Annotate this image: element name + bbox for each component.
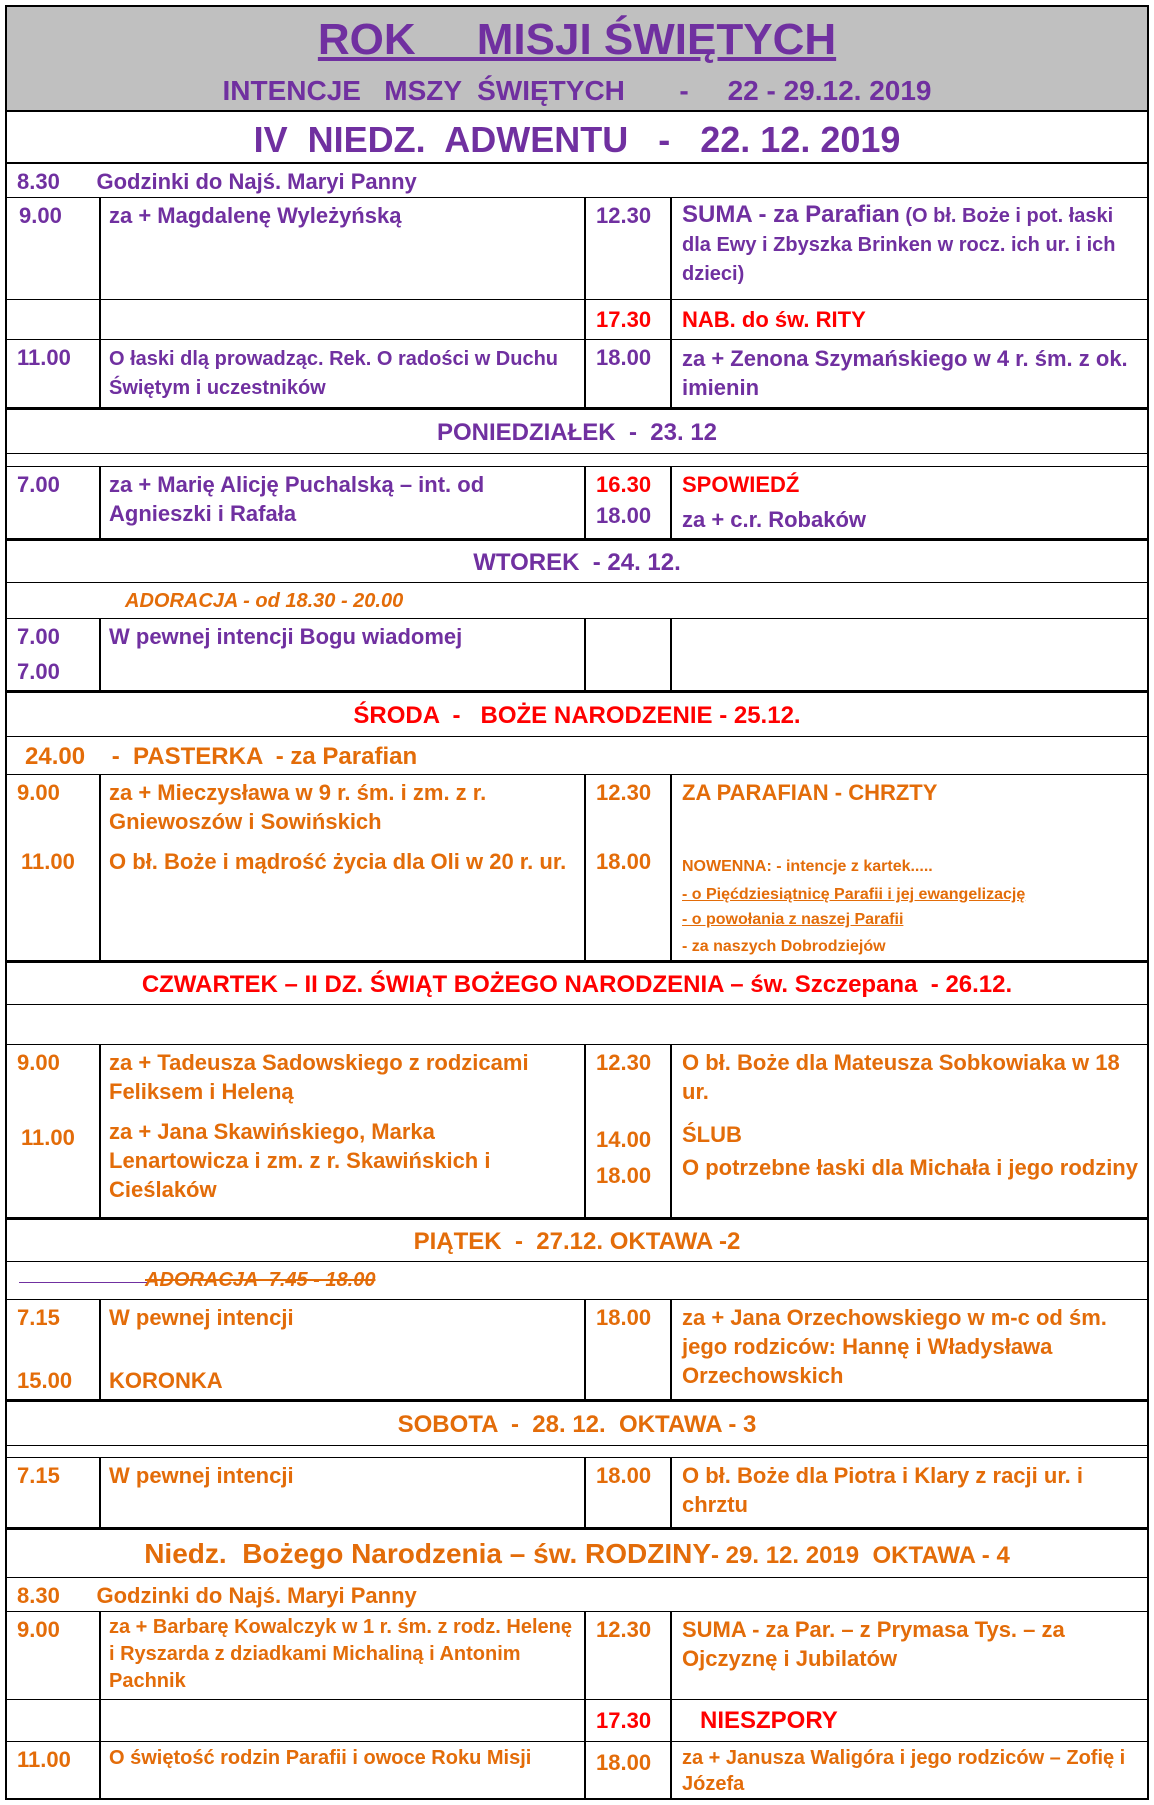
mass-row: [7, 340, 1147, 410]
mass-time: 18.00: [596, 1163, 652, 1188]
adoracja-text: ADORACJA - od 18.30 - 20.00: [125, 590, 404, 612]
mass-intention: za + Marię Alicję Puchalską – int. od Agnieszki i Rafała: [109, 472, 485, 526]
day-heading-saturday: [7, 1402, 1147, 1446]
mass-intention: za + Zenona Szymańskiego w 4 r. śm. z ok. imienin: [682, 346, 1128, 400]
mass-time: 18.00: [596, 1463, 652, 1488]
godzinki-row: [7, 164, 1147, 198]
nowenna-line: - o powołania z naszej Parafii: [682, 911, 904, 928]
godzinki-row: [7, 1578, 1147, 1612]
mass-intention: ŚLUB: [682, 1122, 742, 1147]
mass-time: 9.00: [19, 203, 62, 228]
mass-time: 12.30: [596, 780, 652, 805]
mass-row: [7, 1612, 1147, 1700]
mass-time: 18.00: [596, 849, 652, 874]
mass-time: 11.00: [17, 345, 71, 370]
mass-intention: O potrzebne łaski dla Michała i jego rodziny: [682, 1155, 1138, 1180]
mass-intention: za + Mieczysława w 9 r. śm. i zm. z r. Gniewoszów i Sowińskich: [109, 780, 487, 834]
pasterka-text: 24.00 - PASTERKA - za Parafian: [25, 743, 418, 770]
day-title-date: - 29. 12. 2019 OKTAWA - 4: [711, 1542, 1010, 1569]
mass-row: [7, 1045, 1147, 1220]
mass-time: 7.00: [17, 472, 60, 497]
mass-time: 17.30: [596, 307, 652, 332]
suma-detail: (O bł. Boże i pot. łaski dla Ewy i Zbyszka Brinken w rocz. ich ur. i ich dzieci): [682, 205, 1116, 285]
mass-time: 11.00: [21, 849, 75, 874]
mass-time: 9.00: [17, 1617, 60, 1642]
mass-time: 7.00: [17, 624, 60, 649]
mass-intention: za + Tadeusza Sadowskiego z rodzicami Feliksem i Heleną: [109, 1050, 529, 1104]
godzinki-text: 8.30 Godzinki do Najś. Maryi Panny: [17, 1583, 417, 1608]
mass-intention: KORONKA: [109, 1368, 223, 1393]
mass-row: [7, 300, 1147, 340]
nowenna-line: - za naszych Dobrodziejów: [682, 938, 886, 955]
mass-intention: za + Barbarę Kowalczyk w 1 r. śm. z rodz. Helenę i Ryszarda z dziadkami Michaliną i Antonim Pachnik: [109, 1616, 572, 1692]
mass-row: [7, 775, 1147, 963]
godzinki-text: 8.30 Godzinki do Najś. Maryi Panny: [17, 169, 417, 194]
day-heading-tuesday: [7, 541, 1147, 583]
mass-intention: O łaski dlą prowadząc. Rek. O radości w Duchu Świętym i uczestników: [109, 348, 559, 399]
mass-time: 9.00: [17, 780, 60, 805]
day-title: ŚRODA - BOŻE NARODZENIE - 25.12.: [353, 702, 801, 729]
spacer-row: [7, 1005, 1147, 1045]
mass-intention: NIESZPORY: [700, 1707, 838, 1734]
mass-intention: za + Jana Skawińskiego, Marka Lenartowicza i zm. z r. Skawińskich i Cieślaków: [109, 1119, 491, 1202]
mass-time: 12.30: [596, 1617, 652, 1642]
mass-intention: za + Janusza Waligóra i jego rodziców – Zofię i Józefa: [682, 1747, 1126, 1795]
day-title: [7, 1538, 1147, 1570]
page-subtitle: INTENCJE MSZY ŚWIĘTYCH - 22 - 29.12. 2019: [222, 75, 932, 106]
mass-row: [7, 467, 1147, 541]
day-heading-sunday2: [7, 1530, 1147, 1578]
adoracja-row: [7, 583, 1147, 619]
nowenna-line: NOWENNA: - intencje z kartek.....: [682, 858, 933, 875]
mass-time: 16.30: [596, 472, 652, 497]
day-heading-wednesday: [7, 693, 1147, 737]
day-title: PONIEDZIAŁEK - 23. 12: [436, 419, 718, 446]
mass-time: 11.00: [17, 1747, 71, 1772]
mass-intention: ZA PARAFIAN - CHRZTY: [682, 780, 938, 805]
mass-row: [7, 1700, 1147, 1742]
suma-label: SUMA - za Parafian: [682, 201, 900, 228]
day-heading-thursday: [7, 963, 1147, 1005]
nowenna-line: - o Pięćdziesiątnicę Parafii i jej ewangelizację: [682, 886, 1026, 903]
day-title-main: Niedz. Bożego Narodzenia – św. RODZINY: [144, 1538, 712, 1569]
day-heading-friday: [7, 1220, 1147, 1262]
day-heading-monday: [7, 410, 1147, 454]
strike-line: [19, 1282, 147, 1283]
mass-intention: W pewnej intencji: [109, 1305, 294, 1330]
spacer-row: [7, 1446, 1147, 1458]
day-title: SOBOTA - 28. 12. OKTAWA - 3: [397, 1411, 757, 1438]
header: [7, 7, 1147, 112]
adoracja-row: [7, 1262, 1147, 1300]
adoracja-text: ADORACJA 7.45 - 18.00: [145, 1269, 376, 1291]
mass-intention: O bł. Boże dla Mateusza Sobkowiaka w 18 ur.: [682, 1050, 1120, 1104]
page-title: ROK MISJI ŚWIĘTYCH: [317, 15, 837, 64]
day-title: PIĄTEK - 27.12. OKTAWA -2: [413, 1228, 741, 1255]
mass-intention: za + Magdalenę Wyleżyńską: [109, 203, 402, 228]
day-heading-sunday1: [7, 112, 1147, 164]
mass-intention: NAB. do św. RITY: [682, 307, 866, 332]
mass-intention: SUMA - za Par. – z Prymasa Tys. – za Ojczyznę i Jubilatów: [682, 1617, 1065, 1671]
day-title: WTOREK - 24. 12.: [473, 549, 681, 576]
mass-time: 11.00: [21, 1125, 75, 1150]
mass-row: [7, 198, 1147, 300]
mass-intention: za + c.r. Robaków: [682, 507, 867, 532]
mass-intention: O świętość rodzin Parafii i owoce Roku Misji: [109, 1747, 532, 1769]
day-title: IV NIEDZ. ADWENTU - 22. 12. 2019: [253, 119, 901, 160]
mass-time: 12.30: [596, 203, 652, 228]
mass-time: 7.15: [17, 1463, 60, 1488]
mass-intention: za + Jana Orzechowskiego w m-c od śm. jego rodziców: Hannę i Władysława Orzechowskich: [682, 1305, 1107, 1388]
day-title: CZWARTEK – II DZ. ŚWIĄT BOŻEGO NARODZENIA – św. Szczepana - 26.12.: [141, 971, 1013, 998]
mass-intention: O bł. Boże i mądrość życia dla Oli w 20 r. ur.: [109, 849, 567, 874]
mass-intention: O bł. Boże dla Piotra i Klary z racji ur. i chrztu: [682, 1463, 1084, 1517]
mass-time: 14.00: [596, 1127, 652, 1152]
mass-time: 18.00: [596, 345, 652, 370]
pasterka-row: [7, 737, 1147, 775]
mass-intention: W pewnej intencji: [109, 1463, 294, 1488]
mass-intention: W pewnej intencji Bogu wiadomej: [109, 624, 463, 649]
mass-row: [7, 1742, 1147, 1800]
mass-row: [7, 1300, 1147, 1402]
mass-row: [7, 619, 1147, 693]
mass-time: 9.00: [17, 1050, 60, 1075]
mass-intention: SPOWIEDŹ: [682, 472, 800, 497]
mass-time: 17.30: [596, 1708, 652, 1733]
mass-time: 7.15: [17, 1305, 60, 1330]
mass-time: 18.00: [596, 503, 652, 528]
mass-time: 7.00: [17, 659, 60, 684]
mass-time: 12.30: [596, 1050, 652, 1075]
mass-time: 18.00: [596, 1750, 652, 1775]
spacer-row: [7, 454, 1147, 467]
mass-time: 15.00: [17, 1368, 73, 1393]
schedule-sheet: [5, 5, 1149, 1800]
mass-time: 18.00: [596, 1305, 652, 1330]
mass-intention: [682, 200, 1142, 289]
mass-row: [7, 1458, 1147, 1530]
